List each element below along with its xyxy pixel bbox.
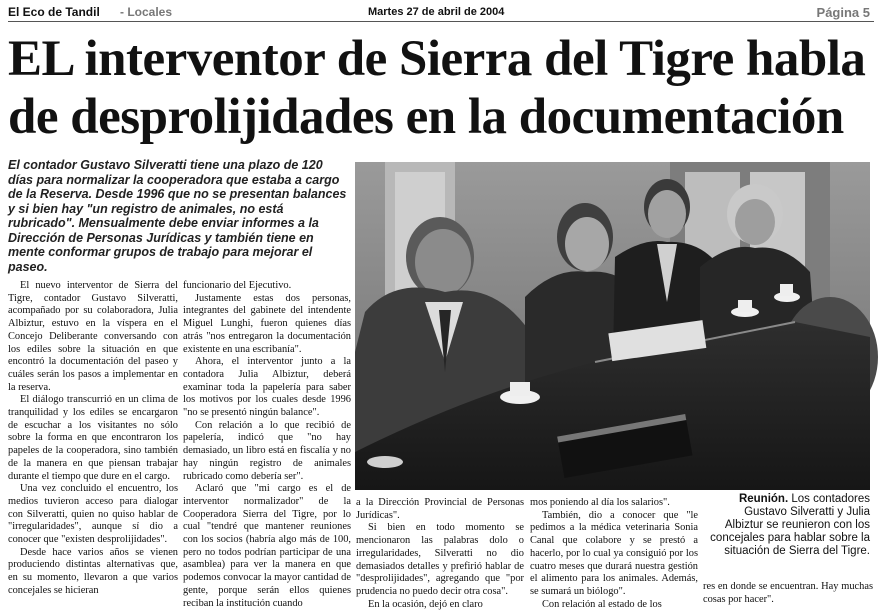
paragraph: res en donde se encuentran. Hay muchas cosas por hacer".	[703, 581, 873, 605]
headline: EL interventor de Sierra del Tigre habla de desprolijidades en la documentación	[8, 31, 866, 145]
paragraph: El nuevo interventor de Sierra del Tigre, contador Gustavo Silveratti, acompañado por su colaboradora, Julia Albiztur, estuvo en la víspera en el Concejo Deliberante conversando con los ediles sobre la situación en que encontró la documentación del paseo y cuáles serán los pasos a implementar en la reserva.	[8, 280, 178, 393]
paragraph: El diálogo transcurrió en un clima de tranquilidad y los ediles se encargaron de escuchar a los visitantes no sólo sobre la forma en que encontraron los papeles de la cooperadora, sino también de la manera en que piensan trabajar durante el tiempo que dure en el cargo.	[8, 394, 178, 482]
article-column-5	[703, 581, 873, 605]
meeting-photo-image	[355, 162, 870, 490]
caption-text: Los contadores Gustavo Silveratti y Julia Albiztur se reunieron con los concejales para hablar sobre la situación de Sierra del Tigre.	[710, 493, 870, 557]
paragraph: Con relación a lo que recibió de papelería, indicó que "no hay demasiado, un libro está en fiscalía y no hay ningún registro de animales rubricado como debería ser".	[183, 419, 351, 482]
paragraph: En la ocasión, dejó en claro	[368, 598, 483, 610]
issue-date: Martes 27 de abril de 2004	[368, 6, 505, 18]
page-number: Página 5	[816, 5, 870, 20]
header-rule	[8, 21, 874, 22]
paragraph: mos poniendo al día los salarios".	[530, 497, 670, 508]
meeting-photo	[355, 162, 870, 490]
article-column-3	[356, 497, 524, 610]
paragraph: Aclaró que "mi cargo es el de interventor normalizador" de la Cooperadora Sierra del Tigre, por lo cual "tendré que mantener reuniones con los socios (habría algo más de 100, pero no todos podrían participar de una asamblea) para ver la manera en que podemos convocar la mayor cantidad de gente, porque serán ellos quienes reciban la institución cuando	[183, 483, 351, 609]
paragraph: a la Dirección Provincial de Personas Jurídicas".	[356, 497, 524, 521]
photo-caption	[708, 493, 870, 558]
paragraph: Desde hace varios años se vienen produciendo distintas alternativas que, en su momento, llevaron a que varios concejales se hicieran	[8, 546, 178, 596]
article-column-2	[183, 280, 351, 609]
paragraph: Con relación al estado de los	[542, 598, 662, 610]
caption-label: Reunión.	[738, 493, 789, 505]
lead-paragraph: El contador Gustavo Silveratti tiene una plazo de 120 días para normalizar la cooperadora que estaba a cargo de la Reserva. Desde 1996 que no se presentan balances y si bien hay "un registro de animales, no está rubricado". Mensualmente debe enviar informes a la Dirección de Personas Jurídicas y también tiene en mente conformar grupos de trabajo para mejorar el paseo.	[8, 158, 347, 274]
page-header	[8, 5, 874, 21]
article-column-4	[530, 497, 698, 610]
paragraph: funcionario del Ejecutivo.	[183, 280, 292, 291]
paragraph: También, dio a conocer que "le pedimos a la médica veterinaria Sonia Canal que colabore y se prestó a hacerlo, por lo cual ya consiguió por los cuatro meses que durará nuestra gestión el alimento para los animales. Además, se sumará un biólogo".	[530, 509, 698, 597]
paragraph: Justamente estas dos personas, integrantes del gabinete del intendente Miguel Lunghi, fueron quienes días atrás "nos entregaron la documentación existente en una escribanía".	[183, 292, 351, 355]
paragraph: Ahora, el interventor junto a la contadora Julia Albiztur, deberá examinar toda la papelería para saber los motivos por los cuales desde 1996 "no se presentó ningún balance".	[183, 356, 351, 419]
section-name: - Locales	[120, 5, 173, 19]
paragraph: Si bien en todo momento se mencionaron las palabras dolo o irregularidades, Silveratti no dio demasiados detalles y prefirió hablar de "desprolijidades", agregando que "por prudencia no puedo decir otra cosa".	[356, 522, 524, 597]
article-column-1	[8, 280, 178, 601]
paragraph: Una vez concluido el encuentro, los medios tuvieron acceso para dialogar con Silveratti, quien no quiso hablar de "irregularidades", aunque sí dio a conocer que "existen desprolijidades".	[8, 483, 178, 546]
newspaper-name: El Eco de Tandil	[8, 5, 100, 19]
